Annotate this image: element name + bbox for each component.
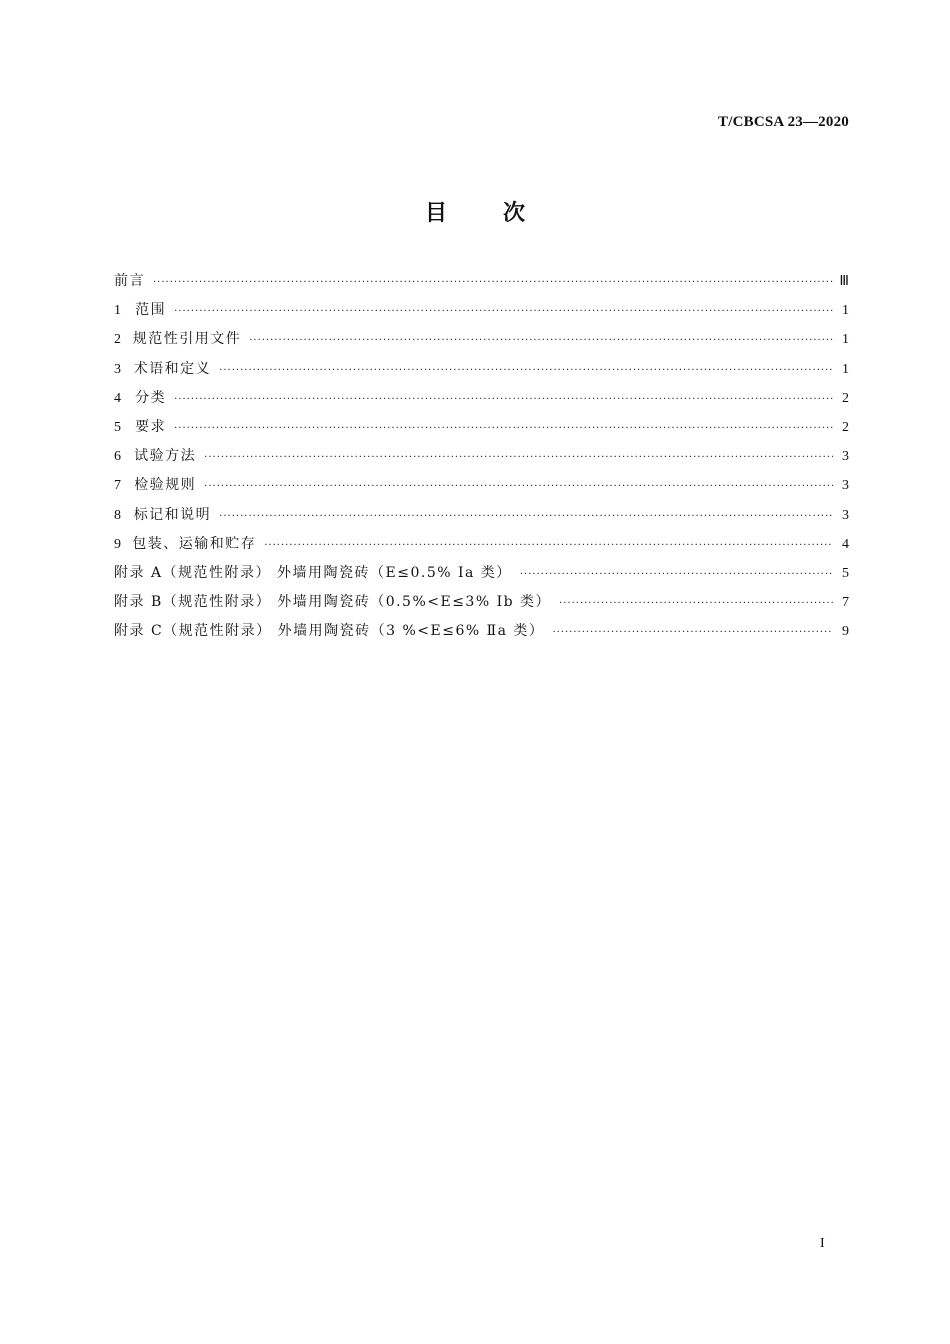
toc-entry-label: 包装、运输和贮存: [132, 535, 257, 552]
toc-entry-number: 9: [114, 536, 121, 552]
toc-entry-requirements[interactable]: [114, 416, 849, 445]
toc-entry-page: 1: [842, 332, 849, 348]
table-of-contents: [114, 270, 849, 649]
toc-leader-dots: [204, 452, 833, 463]
toc-entry-annex-b[interactable]: [114, 591, 849, 620]
toc-entry-page: 2: [842, 390, 849, 406]
toc-entry-annex-c[interactable]: [114, 620, 849, 649]
toc-leader-dots: [559, 598, 833, 609]
toc-entry-number: 6: [114, 449, 121, 465]
toc-leader-dots: [552, 627, 833, 638]
toc-entry-packaging[interactable]: [114, 533, 849, 562]
toc-entry-terms[interactable]: [114, 358, 849, 387]
toc-entry-page: 5: [842, 565, 849, 581]
toc-entry-page: 2: [842, 419, 849, 435]
page-title: [0, 196, 950, 227]
toc-entry-number: 5: [114, 419, 121, 435]
toc-leader-dots: [249, 335, 833, 346]
toc-leader-dots: [174, 423, 833, 434]
toc-entry-label: 附录 A（规范性附录） 外墙用陶瓷砖（E≤0.5% Ⅰa 类）: [114, 564, 512, 581]
toc-entry-label: 附录 C（规范性附录） 外墙用陶瓷砖（3 %<E≤6% Ⅱa 类）: [114, 623, 545, 640]
toc-entry-test-methods[interactable]: [114, 445, 849, 474]
toc-entry-foreword[interactable]: [114, 270, 849, 299]
page-title-char-1: 目: [424, 201, 447, 226]
toc-entry-page: 3: [842, 478, 849, 494]
toc-leader-dots: [219, 365, 833, 376]
toc-entry-page: 7: [842, 595, 849, 611]
toc-leader-dots: [153, 277, 833, 288]
toc-leader-dots: [264, 540, 833, 551]
page-title-char-2: 次: [503, 201, 526, 226]
toc-entry-label: 标记和说明: [133, 506, 212, 523]
page-number: I: [820, 1236, 825, 1251]
toc-entry-annex-a[interactable]: [114, 562, 849, 591]
toc-entry-number: 4: [114, 390, 121, 406]
toc-entry-number: 2: [114, 332, 121, 348]
toc-entry-label: 前言: [114, 273, 145, 289]
toc-entry-label: 附录 B（规范性附录） 外墙用陶瓷砖（0.5%<E≤3% Ⅰb 类）: [114, 594, 552, 611]
toc-entry-number: 1: [114, 303, 121, 319]
toc-entry-label: 要求: [135, 418, 167, 435]
toc-entry-label: 范围: [135, 302, 167, 319]
toc-leader-dots: [219, 511, 833, 522]
toc-entry-page: 4: [842, 536, 849, 552]
toc-entry-label: 规范性引用文件: [132, 331, 242, 348]
toc-entry-page: 3: [842, 507, 849, 523]
toc-leader-dots: [520, 569, 833, 580]
toc-entry-scope[interactable]: [114, 299, 849, 328]
toc-entry-page: Ⅲ: [839, 274, 849, 289]
toc-entry-number: 8: [114, 507, 121, 523]
toc-entry-page: 3: [842, 449, 849, 465]
toc-entry-normative-references[interactable]: [114, 328, 849, 357]
toc-entry-page: 9: [842, 624, 849, 640]
toc-entry-marking[interactable]: [114, 504, 849, 533]
toc-entry-label: 检验规则: [134, 477, 197, 494]
toc-entry-classification[interactable]: [114, 387, 849, 416]
standard-code: T/CBCSA 23—2020: [718, 114, 849, 130]
toc-entry-number: 7: [114, 478, 121, 494]
toc-entry-inspection-rules[interactable]: [114, 474, 849, 503]
toc-leader-dots: [174, 306, 833, 317]
toc-entry-label: 试验方法: [134, 448, 197, 465]
toc-entry-number: 3: [114, 361, 121, 377]
toc-entry-page: 1: [842, 361, 849, 377]
toc-entry-label: 分类: [135, 389, 167, 406]
toc-entry-page: 1: [842, 303, 849, 319]
toc-leader-dots: [174, 394, 833, 405]
toc-leader-dots: [204, 481, 833, 492]
toc-entry-label: 术语和定义: [133, 360, 212, 377]
